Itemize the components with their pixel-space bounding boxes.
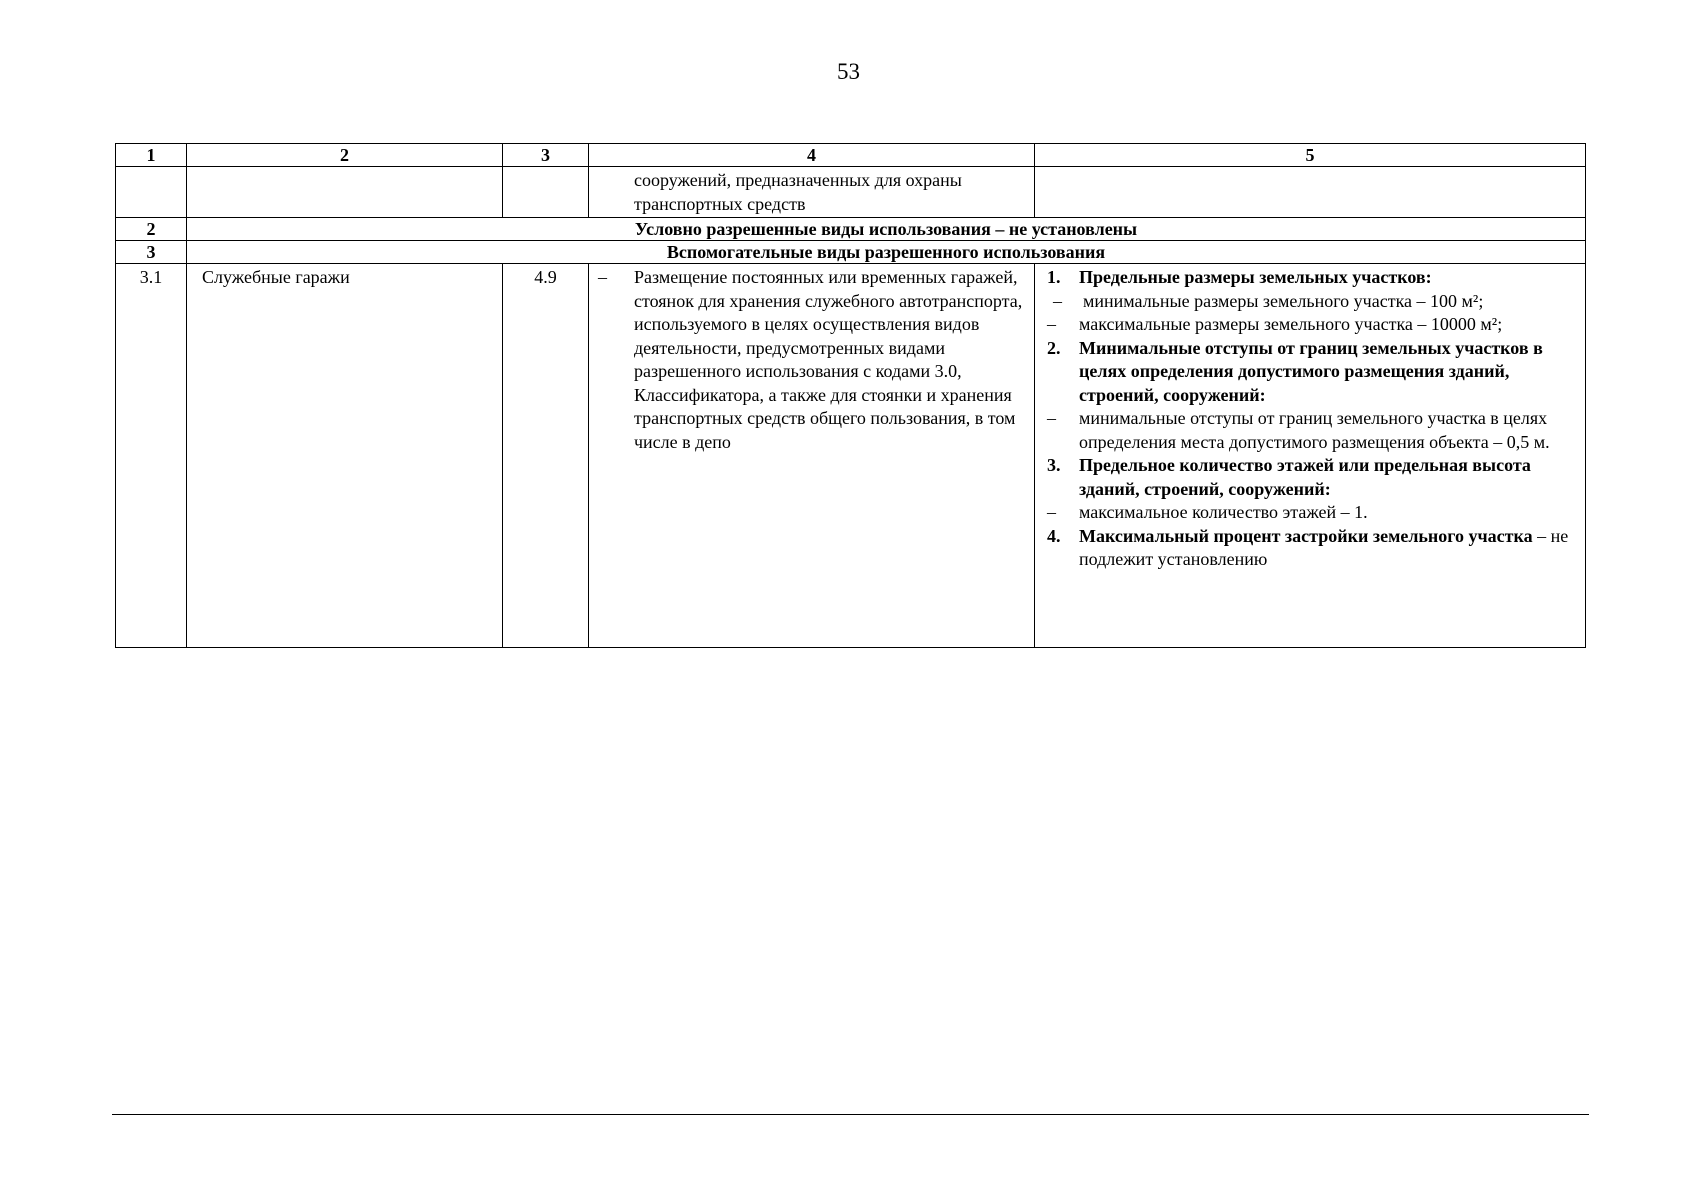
param-1-title: Предельные размеры земельных участков:: [1079, 267, 1432, 287]
footer-divider: [112, 1114, 1589, 1115]
param-2-value: – минимальные отступы от границ земельного участка в целях определения места допустимого размещения объекта – 0,5 м.: [1047, 408, 1550, 452]
param-2-title: Минимальные отступы от границ земельных участков в целях определения допустимого размещения зданий, строений, сооружений:: [1079, 337, 1543, 405]
header-cell-1: 1: [116, 144, 187, 167]
row-classifier-code: 4.9: [503, 264, 589, 648]
row-parameters: [1035, 264, 1586, 648]
param-4-title: Максимальный процент застройки земельного участка: [1079, 525, 1533, 546]
header-cell-3: 3: [503, 144, 589, 167]
row-description: [589, 264, 1035, 648]
dash-marker: –: [598, 267, 607, 287]
description-text: Размещение постоянных или временных гаражей, стоянок для хранения служебного автотранспорта, используемого в целях осуществления видов деятельности, предусмотренных видами разрешенного использования с кодами 3.0, Классификатора, а также для стоянки и хранения транспортных средств общего пользования, в том числе в депо: [634, 267, 1023, 452]
param-4: 4. Максимальный процент застройки земельного участка – не подлежит установлению: [1047, 525, 1569, 569]
land-use-table: [115, 143, 1586, 648]
page-number: 53: [837, 59, 860, 84]
param-3-title: Предельное количество этажей или предельная высота зданий, строений, сооружений:: [1079, 455, 1531, 499]
header-cell-5: 5: [1035, 144, 1586, 167]
param-1: 1. Предельные размеры земельных участков:: [1047, 267, 1432, 287]
continuation-description: сооружений, предназначенных для охраны транспортных средств: [589, 167, 1035, 218]
table-row: [116, 264, 1586, 648]
param-3: 3. Предельное количество этажей или предельная высота зданий, строений, сооружений:: [1047, 455, 1531, 499]
section-title: Условно разрешенные виды использования – не установлены: [187, 218, 1586, 241]
row-code: 3.1: [116, 264, 187, 648]
param-2: 2. Минимальные отступы от границ земельных участков в целях определения допустимого размещения зданий, строений, сооружений:: [1047, 337, 1543, 405]
header-cell-2: 2: [187, 144, 503, 167]
section-code: 3: [116, 241, 187, 264]
param-1-max: – максимальные размеры земельного участка – 10000 м²;: [1047, 314, 1503, 334]
param-4-rest: – не подлежит установлению: [1079, 525, 1569, 569]
section-code: 2: [116, 218, 187, 241]
continuation-row: [116, 167, 1586, 218]
header-cell-4: 4: [589, 144, 1035, 167]
row-name: Служебные гаражи: [187, 264, 503, 648]
param-1-min: – минимальные размеры земельного участка – 100 м²;: [1053, 290, 1484, 311]
header-row: [116, 144, 1586, 167]
section-row-conditional: [116, 218, 1586, 241]
section-title: Вспомогательные виды разрешенного использования: [187, 241, 1586, 264]
section-row-auxiliary: [116, 241, 1586, 264]
param-3-value: – максимальное количество этажей – 1.: [1047, 502, 1368, 522]
